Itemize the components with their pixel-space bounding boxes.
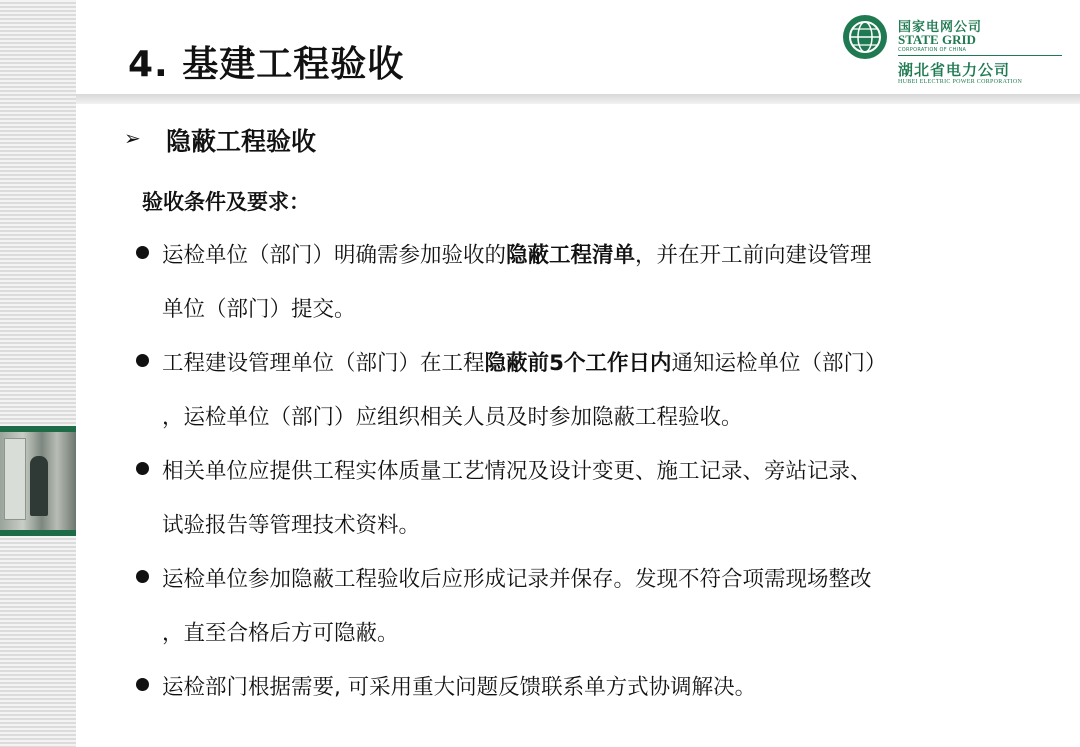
list-item-line (162, 238, 872, 269)
text-run: 运检部门根据需要, 可采用重大问题反馈联系单方式协调解决。 (162, 675, 757, 700)
text-run: 相关单位应提供工程实体质量工艺情况及设计变更、施工记录、旁站记录、 (162, 459, 872, 484)
text-run: 通知运检单位（部门） (671, 351, 887, 376)
text-run: 工程建设管理单位（部门）在工程 (162, 351, 485, 376)
text-run: ，并在开工前向建设管理 (635, 243, 872, 268)
list-item-line (162, 562, 872, 593)
state-grid-emblem-icon (842, 14, 888, 60)
text-run: 运检单位参加隐蔽工程验收后应形成记录并保存。发现不符合项需现场整改 (162, 567, 872, 592)
list-item-line (162, 670, 756, 701)
section-title: 隐蔽工程验收 (166, 127, 317, 156)
list-item-line (162, 454, 872, 485)
substation-photo (0, 426, 76, 536)
bullet-icon (136, 678, 149, 691)
text-run: 单位（部门）提交。 (162, 297, 356, 322)
logo-regional-name: 湖北省电力公司 (898, 61, 1011, 79)
logo-english-sub: CORPORATION OF CHINA (898, 47, 967, 53)
logo-english-name: STATE GRID (898, 32, 976, 47)
header-divider (76, 94, 1080, 104)
subheading: 验收条件及要求： (142, 190, 310, 214)
list-item-line (162, 508, 420, 539)
list-item-line (162, 292, 356, 323)
photo-cabinet (4, 438, 26, 520)
text-run: 运检单位（部门）明确需参加验收的 (162, 243, 507, 268)
bullet-icon (136, 570, 149, 583)
state-grid-logo (842, 12, 1062, 88)
photo-worker (30, 456, 48, 516)
list-item-line (162, 346, 887, 377)
logo-regional-english: HUBEI ELECTRIC POWER CORPORATION (898, 79, 1023, 85)
text-run: ，运检单位（部门）应组织相关人员及时参加隐蔽工程验收。 (162, 405, 743, 430)
left-decorative-strip (0, 0, 76, 747)
text-run: ，直至合格后方可隐蔽。 (162, 621, 399, 646)
page-title: 4. 基建工程验收 (128, 44, 405, 85)
list-item-line (162, 400, 743, 431)
bullet-icon (136, 462, 149, 475)
logo-divider (898, 55, 1062, 56)
section-arrow-icon: ➢ (124, 126, 141, 150)
emphasis-text: 隐蔽前5个工作日内 (484, 351, 672, 376)
bullet-icon (136, 246, 149, 259)
text-run: 试验报告等管理技术资料。 (162, 513, 421, 538)
emphasis-text: 隐蔽工程清单 (506, 243, 636, 268)
bullet-icon (136, 354, 149, 367)
logo-chinese-name: 国家电网公司 (898, 20, 983, 35)
list-item-line (162, 616, 399, 647)
